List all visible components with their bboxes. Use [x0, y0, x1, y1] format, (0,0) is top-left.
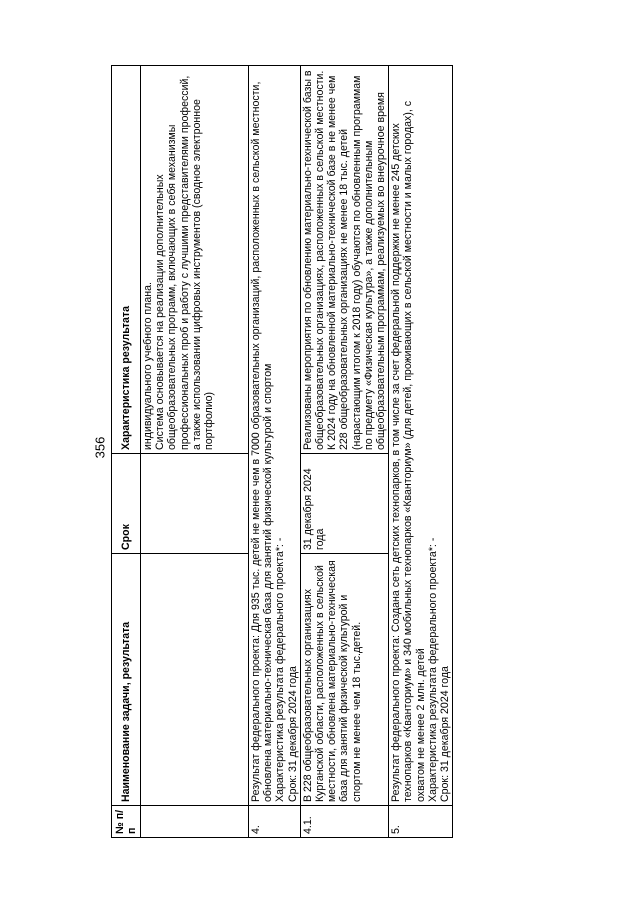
rotated-table-wrapper	[111, 66, 634, 838]
header-num: № п/п	[112, 806, 141, 838]
table-row-section	[249, 66, 301, 838]
row-num: 4.	[249, 806, 301, 838]
row-full-text: Результат федерального проекта: Создана сеть детских технопарков, в том числе за счет федеральной поддержки не менее 245 детских технопарков «Кванториум» и 340 мобильных технопарков «Кванториум» (для детей, проживающих в сельской местности и малых городах), с охватом не менее 2 млн. детей Характеристика результата федерального проекта*: - Срок: 31 декабря 2024 года	[389, 66, 453, 806]
row-name: В 228 общеобразовательных организациях Курганской области, расположенных в сельской местности, обновлена материально-техническая база для занятий физической культурой и спортом не менее чем 18 тыс.детей.	[300, 554, 388, 806]
table-row-section	[389, 66, 453, 838]
table-header-row	[112, 66, 141, 838]
row-num	[141, 806, 249, 838]
table-row	[141, 66, 249, 838]
row-full-text: Результат федерального проекта: Для 935 тыс. детей не менее чем в 7000 образовательных организаций, расположенных в сельской местности, обновлена материально-техническая база для занятий физической культурой и спортом Характеристика результата федерального проекта*: - Срок: 31 декабря 2024 года	[249, 66, 301, 806]
row-num: 4.1.	[300, 806, 388, 838]
row-name	[141, 554, 249, 806]
row-term	[141, 454, 249, 554]
row-characteristic: индивидуального учебного плана. Система основывается на реализации дополнительных общеобразовательных программ, включающих в себя механизмы профессиональных проб и работу с лучшими представителями профессий, а также использовании цифровых инструментов (сводное электронное портфолио)	[141, 66, 249, 454]
results-table	[111, 65, 453, 838]
row-num: 5.	[389, 806, 453, 838]
table-row	[300, 66, 388, 838]
row-characteristic: Реализованы мероприятия по обновлению материально-технической базы в общеобразовательных организациях, расположенных в сельской местности. К 2024 году на обновленной материально-технической базе в не менее чем 228 общеобразовательных организациях не менее 18 тыс. детей (нарастающим итогом к 2018 году) обучаются по обновленным программам по предмету «Физическая культура», а также дополнительным общеобразовательным программам, реализуемых во внеурочное время	[300, 66, 388, 454]
header-characteristic: Характеристика результата	[112, 66, 141, 454]
row-term: 31 декабря 2024 года	[300, 454, 388, 554]
page-number: 356	[92, 436, 108, 459]
header-term: Срок	[112, 454, 141, 554]
header-name: Наименование задачи, результата	[112, 554, 141, 806]
